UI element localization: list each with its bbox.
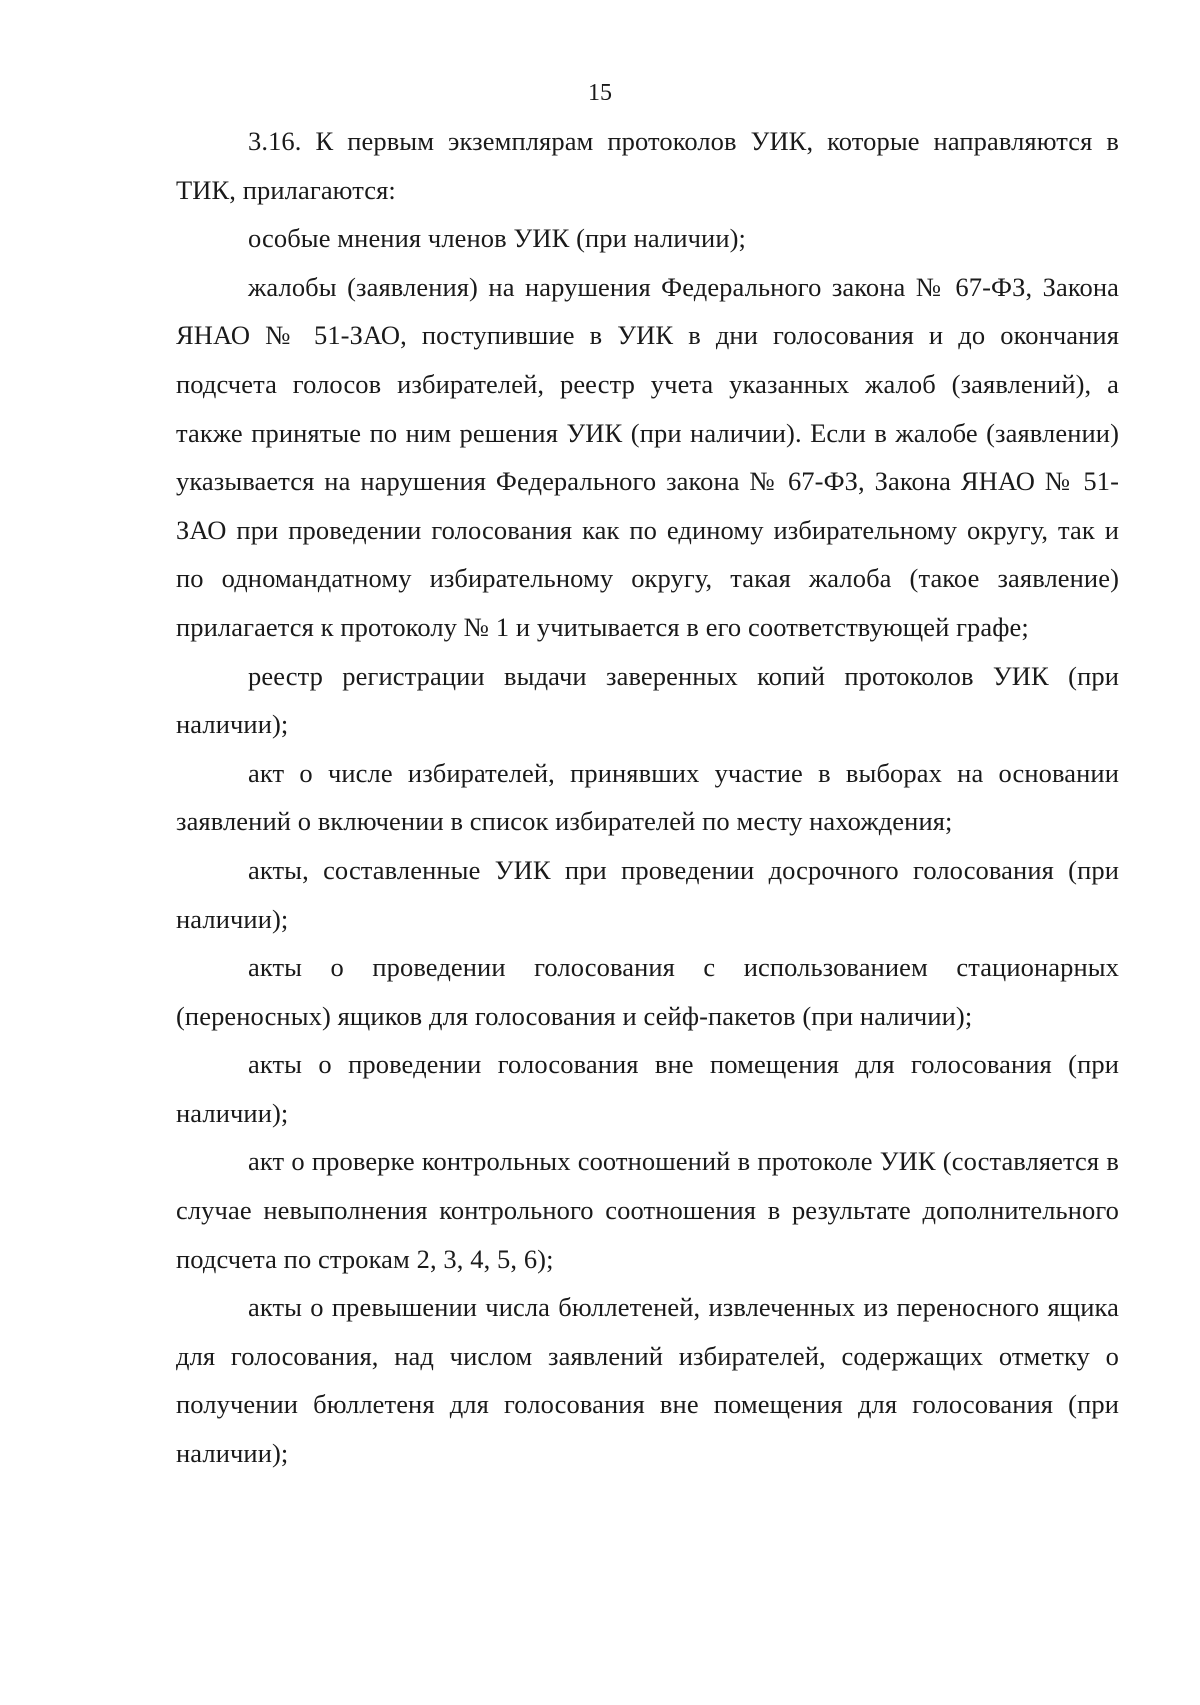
paragraph-excess-ballots-acts: акты о превышении числа бюллетеней, извлеченных из переносного ящика для голосования, над числом заявлений избирателей, содержащих отметку о получении бюллетеня для голосования вне помещения для голосования (при наличии); — [176, 1292, 1119, 1469]
paragraph-complaints: жалобы (заявления) на нарушения Федерального закона № 67-ФЗ, Закона ЯНАО № 51-ЗАО, поступившие в УИК в дни голосования и до окончания подсчета голосов избирателей, реестр учета указанных жалоб (заявлений), а также принятые по ним решения УИК (при наличии). Если в жалобе (заявлении) указывается на нарушения Федерального закона № 67-ФЗ, Закона ЯНАО № 51-ЗАО при проведении голосования как по единому избирательному округу, так и по одномандатному избирательному округу, такая жалоба (такое заявление) прилагается к протоколу № 1 и учитывается в его соответствующей графе; — [176, 271, 1119, 642]
paragraph-early-voting-acts: акты, составленные УИК при проведении досрочного голосования (при наличии); — [176, 854, 1119, 934]
paragraph-3-16-intro: 3.16. К первым экземплярам протоколов УИК, которые направляются в ТИК, прилагаются: — [176, 126, 1119, 205]
paragraph-ballot-boxes-acts: акты о проведении голосования с использованием стационарных (переносных) ящиков для голосования и сейф-пакетов (при наличии); — [176, 952, 1119, 1031]
paragraph-copies-register: реестр регистрации выдачи заверенных копий протоколов УИК (при наличии); — [176, 660, 1119, 740]
paragraph-special-opinions: особые мнения членов УИК (при наличии); — [248, 223, 746, 254]
page-number: 15 — [588, 80, 612, 106]
document-body — [176, 117, 1119, 1478]
paragraph-outside-premises-acts: акты о проведении голосования вне помещения для голосования (при наличии); — [176, 1049, 1119, 1128]
paragraph-control-ratios-act: акт о проверке контрольных соотношений в протоколе УИК (составляется в случае невыполнения контрольного соотношения в результате дополнительного подсчета по строкам 2, 3, 4, 5, 6); — [176, 1146, 1119, 1274]
paragraph-voters-location-act: акт о числе избирателей, принявших участие в выборах на основании заявлений о включении в список избирателей по месту нахождения; — [176, 757, 1119, 837]
